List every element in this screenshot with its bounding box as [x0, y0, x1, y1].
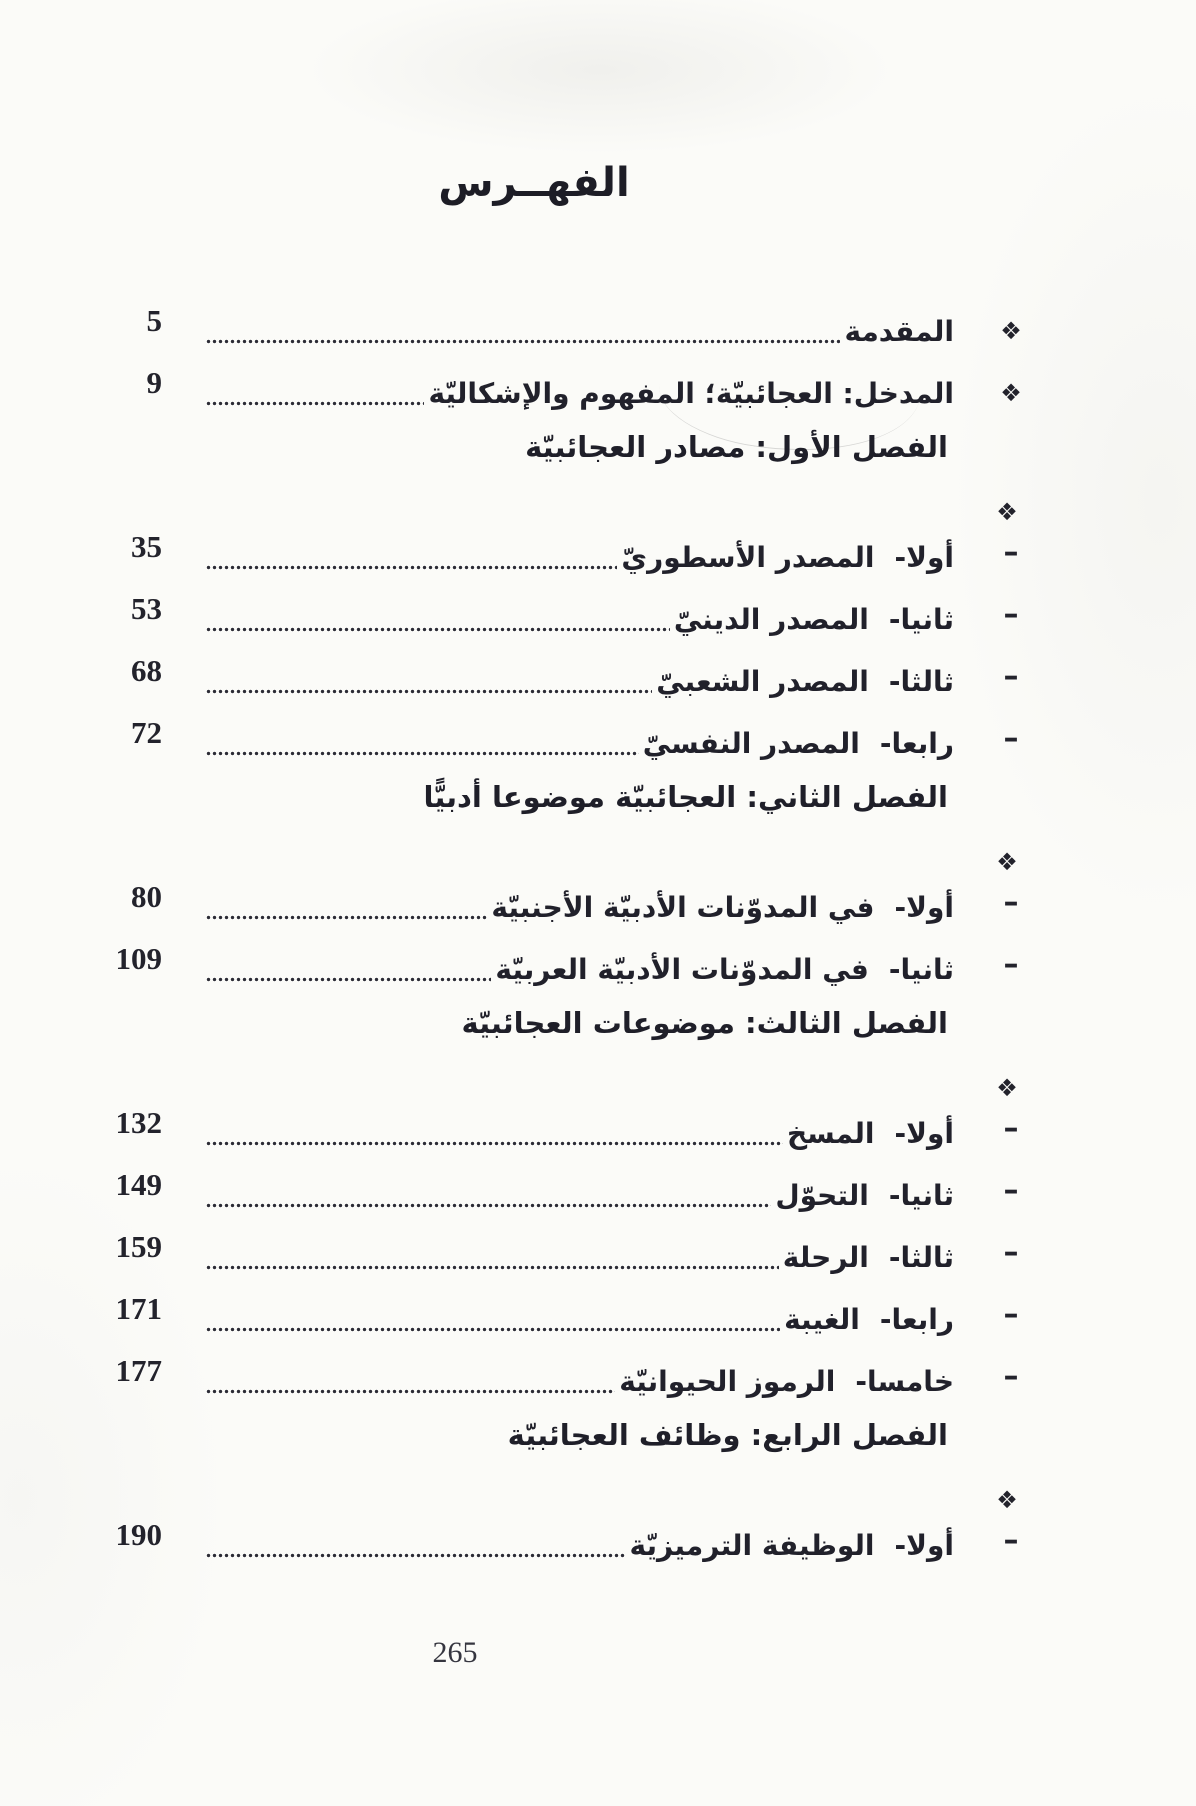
entry-text — [630, 1529, 954, 1562]
item-dash-icon: – — [1003, 659, 1019, 694]
entry-text — [621, 541, 954, 574]
item-dash-icon: – — [1003, 947, 1019, 982]
toc-entry-row — [0, 650, 1196, 712]
chapter-heading-row — [0, 424, 1196, 526]
section-diamond-icon: ❖ — [1000, 317, 1022, 345]
item-dash-icon: – — [1003, 721, 1019, 756]
entry-title: الرحلة — [782, 1240, 869, 1274]
item-dash-icon: – — [1003, 1235, 1019, 1270]
chapter-heading-row — [0, 1000, 1196, 1102]
entry-ordinal: أولا- — [894, 1116, 954, 1150]
toc-entry-row — [0, 588, 1196, 650]
entry-title: في المدوّنات الأدبيّة العربيّة — [495, 952, 869, 986]
entry-text — [844, 315, 954, 348]
entry-title: الوظيفة الترميزيّة — [629, 1528, 875, 1562]
entry-text — [619, 1365, 954, 1398]
entry-text — [775, 1179, 954, 1212]
chapter-heading-row — [0, 1412, 1196, 1514]
entry-text — [495, 953, 954, 986]
entry-page-number: 149 — [115, 1167, 162, 1202]
entry-text — [643, 727, 954, 760]
chapter-heading: الفصل الثالث: موضوعات العجائبيّة — [461, 1006, 948, 1040]
entry-ordinal: ثانيا- — [888, 952, 954, 986]
item-dash-icon: – — [1003, 1173, 1019, 1208]
dotted-leader — [206, 915, 487, 920]
dotted-leader — [206, 565, 617, 570]
entry-page-number: 159 — [115, 1229, 162, 1264]
entry-text — [491, 891, 954, 924]
toc-entry-row — [0, 1288, 1196, 1350]
toc-entry-row — [0, 876, 1196, 938]
entry-title: الغيبة — [784, 1302, 860, 1336]
entry-page-number: 35 — [131, 529, 162, 564]
entry-title: المقدمة — [844, 314, 954, 348]
entry-page-number: 109 — [115, 941, 162, 976]
entry-page-number: 5 — [146, 303, 162, 338]
entry-page-number: 53 — [131, 591, 162, 626]
entry-page-number: 177 — [115, 1353, 162, 1388]
entry-text — [787, 1117, 954, 1150]
entry-ordinal: ثانيا- — [888, 1178, 954, 1212]
toc-entry-row — [0, 526, 1196, 588]
chapter-heading-row — [0, 774, 1196, 876]
dotted-leader — [206, 751, 639, 756]
entry-ordinal: رابعا- — [879, 726, 954, 760]
entry-title: في المدوّنات الأدبيّة الأجنبيّة — [491, 890, 875, 924]
entry-page-number: 190 — [115, 1517, 162, 1552]
dotted-leader — [206, 1327, 780, 1332]
dotted-leader — [206, 1141, 783, 1146]
entry-ordinal: ثانيا- — [888, 602, 954, 636]
toc-entry-row — [0, 300, 1196, 362]
dotted-leader — [206, 1389, 615, 1394]
item-dash-icon: – — [1003, 885, 1019, 920]
folio-page-number: 265 — [432, 1636, 478, 1669]
entry-page-number: 132 — [115, 1105, 162, 1140]
dotted-leader — [206, 339, 840, 344]
entry-title: المسخ — [786, 1116, 875, 1150]
toc-entry-row — [0, 362, 1196, 424]
entry-text — [428, 377, 954, 410]
entry-title: التحوّل — [775, 1178, 869, 1212]
dotted-leader — [206, 689, 652, 694]
toc-entry-row — [0, 712, 1196, 774]
entry-title: المصدر النفسيّ — [642, 726, 860, 760]
section-diamond-icon: ❖ — [1000, 379, 1022, 407]
toc-entry-row — [0, 1102, 1196, 1164]
entry-ordinal: أولا- — [894, 890, 954, 924]
dotted-leader — [206, 977, 491, 982]
dotted-leader — [206, 627, 670, 632]
toc-entry-row — [0, 1164, 1196, 1226]
dotted-leader — [206, 1203, 771, 1208]
table-of-contents — [0, 300, 1196, 1576]
toc-entry-row — [0, 1514, 1196, 1576]
item-dash-icon: – — [1003, 1523, 1019, 1558]
chapter-heading: الفصل الرابع: وظائف العجائبيّة — [507, 1418, 948, 1452]
entry-title: الرموز الحيوانيّة — [619, 1364, 836, 1398]
entry-page-number: 72 — [131, 715, 162, 750]
entry-page-number: 9 — [146, 365, 162, 400]
section-diamond-icon: ❖ — [996, 848, 1018, 876]
item-dash-icon: – — [1003, 535, 1019, 570]
entry-title: المصدر الدينيّ — [673, 602, 869, 636]
entry-title: المصدر الشعبيّ — [656, 664, 869, 698]
section-diamond-icon: ❖ — [996, 1486, 1018, 1514]
entry-title: المدخل: العجائبيّة؛ المفهوم والإشكاليّة — [428, 376, 954, 410]
entry-page-number: 80 — [131, 879, 162, 914]
toc-entry-row — [0, 1350, 1196, 1412]
entry-ordinal: خامسا- — [855, 1364, 954, 1398]
dotted-leader — [206, 1265, 779, 1270]
chapter-heading: الفصل الأول: مصادر العجائبيّة — [525, 430, 948, 464]
item-dash-icon: – — [1003, 597, 1019, 632]
entry-title: المصدر الأسطوريّ — [621, 540, 875, 574]
entry-text — [784, 1303, 954, 1336]
entry-ordinal: ثالثا- — [888, 664, 954, 698]
dotted-leader — [206, 1553, 626, 1558]
toc-entry-row — [0, 938, 1196, 1000]
entry-ordinal: أولا- — [894, 540, 954, 574]
dotted-leader — [206, 401, 424, 406]
section-diamond-icon: ❖ — [996, 498, 1018, 526]
entry-page-number: 171 — [115, 1291, 162, 1326]
chapter-heading: الفصل الثاني: العجائبيّة موضوعا أدبيًّا — [423, 780, 948, 814]
entry-ordinal: ثالثا- — [888, 1240, 954, 1274]
item-dash-icon: – — [1003, 1111, 1019, 1146]
entry-ordinal: أولا- — [894, 1528, 954, 1562]
page-title: الفهــرس — [438, 160, 630, 206]
entry-ordinal: رابعا- — [879, 1302, 954, 1336]
item-dash-icon: – — [1003, 1297, 1019, 1332]
entry-text — [656, 665, 954, 698]
entry-text — [783, 1241, 954, 1274]
section-diamond-icon: ❖ — [996, 1074, 1018, 1102]
item-dash-icon: – — [1003, 1359, 1019, 1394]
entry-page-number: 68 — [131, 653, 162, 688]
entry-text — [674, 603, 954, 636]
toc-entry-row — [0, 1226, 1196, 1288]
